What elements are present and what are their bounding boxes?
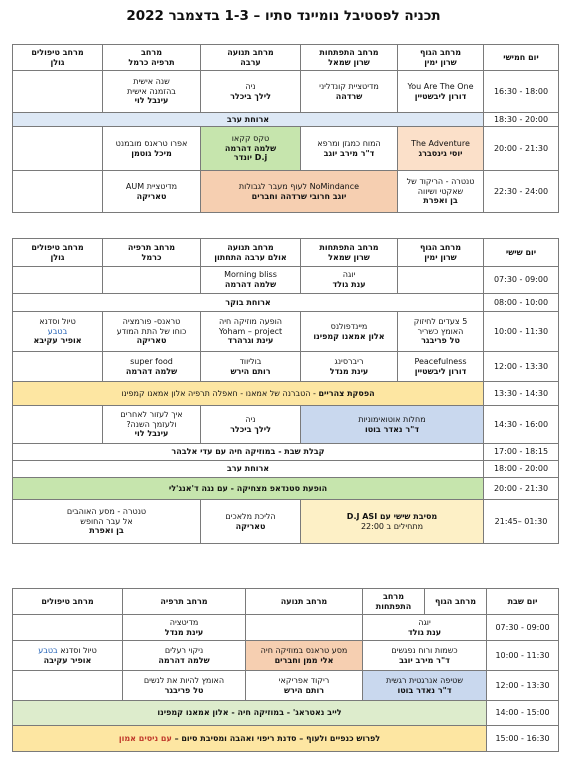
time-cell: 10:00 - 11:30	[484, 312, 559, 352]
session-title: אפרו טראנס מובמנט	[115, 138, 188, 148]
session-host: רותם הירש	[230, 366, 271, 376]
session-title: שטיפה אנרגטית רגשית	[385, 675, 464, 685]
session-title: בטבע	[47, 326, 68, 336]
event-cell: הופעת סטנדאפ מצחיקה - עם נגה ד'אנג'לי	[13, 478, 484, 500]
session-cell	[301, 352, 398, 382]
session-cell	[301, 500, 484, 544]
empty-cell	[13, 267, 103, 294]
header-line: מרחב התפתחות	[319, 242, 379, 252]
header-line: מרחב הגוף	[420, 242, 461, 252]
session-cell	[123, 641, 246, 671]
time-cell: 18:00 - 20:00	[484, 461, 559, 478]
table-row	[13, 500, 559, 544]
session-title: מסיבת שישי עם D.J ASI	[346, 511, 438, 521]
header-line: מרחב תנועה	[227, 242, 274, 252]
session-title: super food	[130, 356, 173, 366]
header-line: מרחב תרפיה	[127, 242, 176, 252]
session-cell	[13, 312, 103, 352]
event-cell: לייב נאטראג' - במוזיקה חיה - אלון אמאנו קמפינו	[13, 701, 487, 726]
session-cell	[398, 312, 484, 352]
table-row	[13, 478, 559, 500]
session-host: אלי ממן וחברים	[274, 655, 334, 665]
header-line: שרון שמאל	[328, 57, 370, 67]
empty-cell	[13, 127, 103, 171]
session-title: ריברסינג	[334, 356, 364, 366]
header-line: מרחב התפתחות	[319, 47, 379, 57]
session-cell	[201, 127, 301, 171]
session-cell	[103, 171, 201, 213]
header-line: שרון ימין	[424, 252, 457, 262]
table-row	[13, 406, 559, 444]
session-host: שלמה דהרמה	[158, 655, 210, 665]
session-title: Yoham – project	[218, 326, 283, 336]
table-row	[13, 113, 559, 127]
session-host: ד"ר נאדר בוטו	[364, 424, 420, 434]
session-title: The Adventure	[411, 138, 470, 148]
empty-cell	[13, 615, 123, 641]
session-host: עינת וגרהרד	[227, 336, 274, 346]
session-title: בוליווד	[239, 356, 262, 366]
closing-host: עם ניסים אמון	[118, 733, 175, 743]
session-cell	[398, 71, 484, 113]
session-title: בטבע	[38, 645, 58, 655]
session-title: מחלות אוטואימוניות	[358, 414, 426, 424]
session-cell	[103, 127, 201, 171]
table-row	[13, 127, 559, 171]
session-host: רותם הירש	[283, 685, 325, 695]
closing-cell	[13, 726, 487, 752]
day-header: יום שישי	[484, 239, 559, 267]
table-row	[13, 71, 559, 113]
header-line: התפתחות	[375, 601, 412, 611]
session-host: אופיר עקיבה	[43, 655, 92, 665]
session-cell	[13, 641, 123, 671]
table-row	[13, 461, 559, 478]
session-title: NoMindance לעוף מעבר לגבולות	[238, 181, 360, 191]
session-host: מיכל גוטמן	[131, 148, 172, 158]
header-line: מרחב תנועה	[227, 47, 274, 57]
empty-cell	[13, 71, 103, 113]
column-header	[301, 239, 398, 267]
time-cell: 12:00 - 13:30	[484, 352, 559, 382]
column-header	[301, 45, 398, 71]
header-line: ערבה	[240, 57, 261, 67]
lunch-cell	[13, 382, 484, 406]
session-cell	[398, 171, 484, 213]
session-cell	[363, 671, 487, 701]
column-header	[103, 239, 201, 267]
time-cell: 21:45– 01:30	[484, 500, 559, 544]
table-header-row	[13, 239, 559, 267]
page-title: תכניה לפסטיבל נומיינד סתיו – 1-3 בדצמבר 2022	[126, 8, 441, 24]
session-title: ניה	[245, 414, 256, 424]
header-line: מרחב טיפולים	[31, 47, 84, 57]
table-header-row	[13, 589, 559, 615]
event-cell: קבלת שבת - במוזיקה חיה עם עדי אלבהר	[13, 444, 484, 461]
day-header: יום שבת	[487, 589, 559, 615]
header-line: גולן	[50, 57, 65, 67]
table-row	[13, 444, 559, 461]
session-title: שאקטי ושיווה	[417, 186, 464, 196]
session-cell	[201, 71, 301, 113]
saturday-schedule-table	[12, 588, 559, 752]
time-cell: 17:00 - 18:15	[484, 444, 559, 461]
table-row	[13, 382, 559, 406]
session-host: טל פריבגר	[164, 685, 204, 695]
time-cell: 22:30 - 24:00	[484, 171, 559, 213]
lunch-detail: - הטברנה של אמאנו - חאפלה תרפיה אלון אמאנו קמפינו	[121, 388, 319, 398]
time-cell: 13:30 - 14:30	[484, 382, 559, 406]
session-title: טיול וסדנא	[39, 316, 76, 326]
session-cell	[103, 71, 201, 113]
session-title: כשמות ורוח נפגשים	[391, 645, 458, 655]
time-cell: 07:30 - 09:00	[487, 615, 559, 641]
session-cell	[398, 127, 484, 171]
session-host: דורון ליבשטיין	[414, 366, 467, 376]
table-row	[13, 726, 559, 752]
session-host: ד"ר מירב יוגב	[399, 655, 450, 665]
session-title: הופעה מוזיקה חיה	[218, 316, 283, 326]
session-title: שנה אישית	[133, 76, 170, 86]
meal-cell: ארוחת ערב	[13, 113, 484, 127]
session-host: אופיר עקיבא	[33, 336, 82, 346]
session-cell	[201, 406, 301, 444]
session-title: טראנס- פורמציה	[122, 316, 181, 326]
empty-cell	[398, 267, 484, 294]
session-title: טנטרה - הריקוד של	[406, 176, 475, 186]
column-header	[13, 45, 103, 71]
header-line: שרון ימין	[424, 57, 457, 67]
time-cell: 10:00 - 11:30	[487, 641, 559, 671]
time-cell: 08:00 - 10:00	[484, 294, 559, 312]
session-title: איך לעזור לאחרים	[120, 409, 183, 419]
session-title: כוחו של התת המודע	[116, 326, 187, 336]
session-cell	[103, 406, 201, 444]
table-row	[13, 352, 559, 382]
time-cell: 18:30 - 20:00	[484, 113, 559, 127]
session-title: מדיטציית AUM	[125, 181, 178, 191]
time-cell: 07:30 - 09:00	[484, 267, 559, 294]
session-title: 5 צעדים לחיזוק	[413, 316, 468, 326]
session-title: ולעזמך השנה?	[126, 419, 177, 429]
session-title: You Are The One	[407, 81, 474, 91]
session-title: טנטרה - מסע האוהבים	[66, 506, 147, 516]
session-cell	[201, 171, 398, 213]
column-header: מרחב הגוף	[425, 589, 487, 615]
session-title: המוח כמגזן ומרפא	[317, 138, 381, 148]
session-host: דורון ליבשטיין	[414, 91, 467, 101]
thursday-schedule-table	[12, 44, 559, 213]
session-host: עינבל לוי	[134, 429, 169, 439]
table-row	[13, 671, 559, 701]
column-header: מרחב טיפולים	[13, 589, 123, 615]
session-host: יוסי גינסברג	[418, 148, 463, 158]
session-host: ד"ר מירב יוגב	[323, 148, 375, 158]
column-header	[103, 45, 201, 71]
session-cell	[301, 267, 398, 294]
session-cell	[123, 615, 246, 641]
column-header	[201, 239, 301, 267]
session-host: שלמה דהרמה	[224, 280, 277, 289]
session-title: יוגה	[342, 270, 356, 280]
day-header: יום חמישי	[484, 45, 559, 71]
session-host: טאריקה	[136, 336, 167, 346]
session-host: ד"ר נאדר בוטו	[397, 685, 452, 695]
session-title: Morning bliss	[224, 270, 277, 280]
header-line: כרמל	[141, 252, 162, 262]
meal-cell: ארוחת בוקר	[13, 294, 484, 312]
session-host: יוגב חרובי שרדהה וחברים	[251, 191, 347, 201]
session-title: מדיטציה	[169, 617, 199, 627]
time-cell: 12:00 - 13:30	[487, 671, 559, 701]
empty-cell	[13, 352, 103, 382]
column-header	[201, 45, 301, 71]
session-title: אל עבר החופש	[80, 516, 133, 526]
session-title: האומץ להיות את לנשים	[143, 675, 225, 685]
column-header: מרחב תנועה	[246, 589, 363, 615]
session-cell	[363, 615, 487, 641]
session-cell	[246, 671, 363, 701]
session-cell	[398, 352, 484, 382]
session-title: האומץ כשריר	[417, 326, 464, 336]
session-host: טאריקה	[235, 521, 266, 531]
empty-cell	[13, 406, 103, 444]
empty-cell	[246, 615, 363, 641]
column-header	[398, 45, 484, 71]
header-line: אולם ערבה התחתון	[214, 252, 287, 262]
session-host: טאריקה	[136, 191, 167, 201]
session-cell	[13, 500, 201, 544]
session-host: ענת גולד	[407, 627, 442, 637]
empty-cell	[13, 671, 123, 701]
session-host: לילך ביכלר	[230, 91, 271, 101]
header-line: מרחב טיפולים	[31, 242, 84, 252]
lunch-label: הפסקת צהריים	[318, 388, 375, 398]
session-cell	[246, 641, 363, 671]
column-header: מרחב תרפיה	[123, 589, 246, 615]
session-host: עינבל לוי	[134, 96, 169, 106]
session-host: טל פריבגר	[421, 336, 460, 346]
session-cell	[103, 312, 201, 352]
session-cell	[363, 641, 487, 671]
session-host: עינת מנדל	[329, 366, 369, 376]
header-line: שרון שמאל	[328, 252, 370, 262]
session-cell	[123, 671, 246, 701]
session-title: טיול וסדנא	[57, 645, 97, 655]
session-title: מדיטציית קונדליני	[319, 81, 379, 91]
time-cell: 14:30 - 16:00	[484, 406, 559, 444]
session-title: הליכת מלאכים	[225, 511, 276, 521]
session-cell	[201, 500, 301, 544]
session-host: עינת מנדל	[164, 627, 204, 637]
session-cell	[201, 312, 301, 352]
header-line: מרחב	[383, 591, 404, 601]
header-line: תרפיה כרמל	[128, 57, 175, 67]
table-row	[13, 267, 559, 294]
closing-label: לפרוש כנפיים ולעוף – סדנת ריפוי ואהבה ומסיבת סיום –	[174, 733, 381, 743]
meal-cell: ארוחת ערב	[13, 461, 484, 478]
empty-cell	[13, 171, 103, 213]
session-host: ענת גולד	[332, 280, 366, 289]
time-cell: 20:00 - 21:30	[484, 478, 559, 500]
session-cell	[201, 267, 301, 294]
session-subtitle: מתחילים ב 22:00	[360, 521, 424, 531]
session-cell	[301, 127, 398, 171]
column-header	[398, 239, 484, 267]
session-title: טקס קקאו	[231, 133, 270, 143]
session-host: בן ואפרת	[423, 196, 458, 206]
header-line: גולן	[50, 252, 65, 262]
time-cell: 15:00 - 16:30	[487, 726, 559, 752]
session-host: שלמה דהרמה	[224, 143, 277, 153]
session-host: לילך ביכלר	[230, 424, 271, 434]
session-host: שרדהה	[335, 91, 363, 101]
session-host: D.j יונדר	[233, 153, 268, 163]
session-title: מסע טראנס במוזיקה חיה	[260, 645, 348, 655]
header-line: מרחב	[141, 47, 162, 57]
column-header	[13, 239, 103, 267]
session-title: Peacefulness	[414, 356, 467, 366]
table-row	[13, 294, 559, 312]
table-row	[13, 701, 559, 726]
session-cell	[301, 71, 398, 113]
session-title: בהזמנה אישית	[127, 86, 176, 96]
session-title: ניקוי רעלים	[164, 645, 204, 655]
column-header	[363, 589, 425, 615]
session-host: אלון אמאנו קמפינו	[313, 331, 385, 341]
session-cell	[103, 352, 201, 382]
session-host: בן ואפרת	[89, 526, 124, 536]
table-row	[13, 171, 559, 213]
empty-cell	[103, 267, 201, 294]
time-cell: 20:00 - 21:30	[484, 127, 559, 171]
session-cell	[301, 406, 484, 444]
session-title: ניה	[245, 81, 256, 91]
table-header-row	[13, 45, 559, 71]
time-cell: 14:00 - 15:00	[487, 701, 559, 726]
session-cell	[301, 312, 398, 352]
session-title: ריקוד אפריקאי	[278, 675, 330, 685]
friday-schedule-table	[12, 238, 559, 544]
session-title: יוגה	[418, 617, 431, 627]
session-title: מיינדפולנס	[330, 321, 368, 331]
header-line: מרחב הגוף	[420, 47, 461, 57]
session-cell	[201, 352, 301, 382]
table-row	[13, 312, 559, 352]
table-row	[13, 615, 559, 641]
session-host: שלמה דהרמה	[125, 366, 178, 376]
table-row	[13, 641, 559, 671]
time-cell: 16:30 - 18:00	[484, 71, 559, 113]
